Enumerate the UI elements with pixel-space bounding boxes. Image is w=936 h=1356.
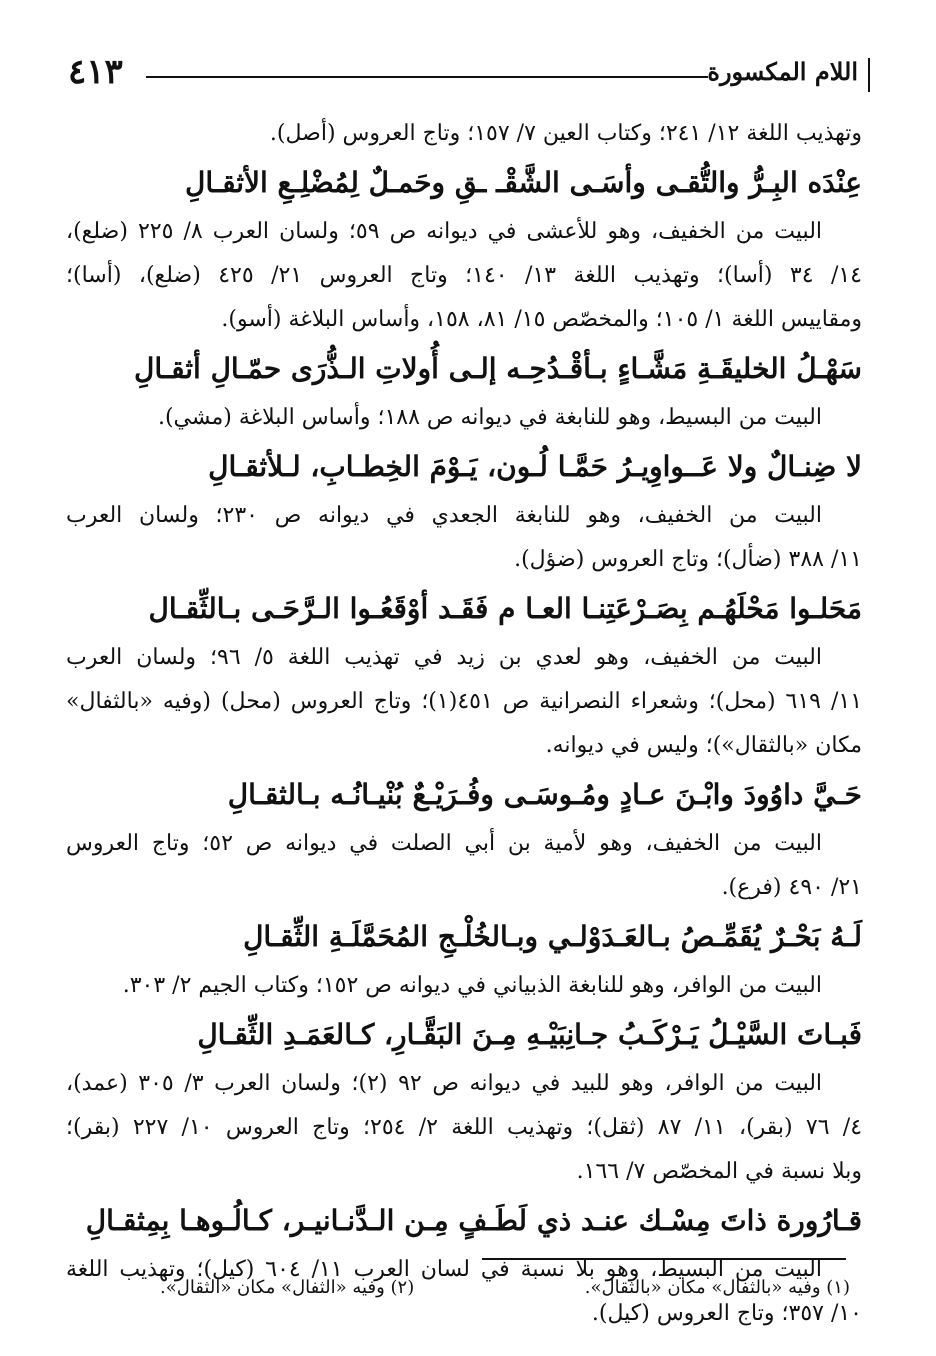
running-title: اللام المكسورة <box>707 57 858 86</box>
text-line: ٤/ ٧٦ (بقر)، ١١/ ٨٧ (ثقل)؛ وتهذيب اللغة ٢/ ٢٥٤؛ وتاج العروس ١٠/ ٢٢٧ (بقر)؛ <box>66 1115 863 1140</box>
verse-line: لا ضِنـالٌ ولا عَــواوِيـرُ حَمَّـا لُـون، يَـوْمَ الخِطـابِ، لـلأثقـالِ <box>208 450 862 483</box>
footnote-rule <box>482 1258 846 1260</box>
verse <box>66 1194 862 1248</box>
footnote: (١) وفيه «بالثفال» مكان «بالثقال». <box>584 1277 850 1298</box>
header-side-bar <box>868 58 870 92</box>
text-line: ١٤/ ٣٤ (أسا)؛ وتهذيب اللغة ١٣/ ١٤٠؛ وتاج العروس ٢١/ ٤٢٥ (ضلع)، (أسا)؛ <box>66 263 862 288</box>
verse <box>66 156 862 210</box>
text-line: ١١/ ٦١٩ (محل)؛ وشعراء النصرانية ص ٤٥١(١)؛ وتاج العروس (محل) (وفيه «بالثفال» <box>66 689 863 714</box>
verse <box>66 440 862 494</box>
footnote: (٢) وفيه «الثفال» مكان «الثقال». <box>160 1277 415 1298</box>
verse-line: عِنْدَه البِـرُّ والتُّقـى وأسَـى الشَّقْـ ـقِ وحَمـلٌ لِمُضْلِـعِ الأثقـالِ <box>184 166 862 199</box>
verse <box>66 1008 862 1062</box>
text-block <box>66 964 862 1008</box>
verse-line: قـارُورة ذاتَ مِسْـك عنـد ذي لَطَـفٍ مِـن الـدَّنـانيـر، كـالُـوهـا بِمِثقـالِ <box>85 1204 862 1237</box>
text-line: البيت من الخفيف، وهو لعدي بن زيد في تهذيب اللغة ٥/ ٩٦؛ ولسان العرب <box>66 645 823 670</box>
text-line: ١١/ ٣٨٨ (ضأل)؛ وتاج العروس (ضؤل). <box>514 547 862 572</box>
text-block <box>66 396 862 440</box>
text-line: البيت من البسيط، وهو بلا نسبة في لسان العرب ١١/ ٦٠٤ (كيل)؛ وتهذيب اللغة <box>66 1257 822 1282</box>
footnotes <box>160 1274 850 1302</box>
verse <box>66 342 862 396</box>
text-block <box>66 210 862 342</box>
text-block <box>66 822 862 910</box>
verse-line: لَـهُ بَحْـرٌ يُقَمِّـصُ بـالعَـدَوْلـي وبـالخُلْـجِ المُحَمَّلَـةِ الثِّقـالِ <box>243 920 862 953</box>
verse-line: سَهْـلُ الخليقَـةِ مَشَّـاءٍ بـأقْـدُحِـه إلـى أُولاتِ الـذُّرَى حمّـالِ أثقـالِ <box>134 352 862 385</box>
text-line: البيت من الوافر، وهو للنابغة الذبياني في ديوانه ص ١٥٢؛ وكتاب الجيم ٢/ ٣٠٣. <box>122 973 822 998</box>
verse-line: حَـيَّ داوُودَ وابْـنَ عـادٍ ومُـوسَـى وفُـرَيْـعٌ بُنْيـانُـه بـالثقـالِ <box>227 778 862 811</box>
verse-line: مَحَلـوا مَحْلَهُـم بِصَـرْعَتِنـا العـا م فَقَـد أوْقَعُـوا الـرَّحَـى بـالثِّقـال <box>148 592 862 625</box>
text-line: مكان «بالثقال»)؛ وليس في ديوانه. <box>545 733 862 758</box>
text-line: وبلا نسبة في المخصّص ٧/ ١٦٦. <box>576 1159 862 1184</box>
header-rule <box>146 76 708 78</box>
verse <box>66 768 862 822</box>
text-block <box>66 112 862 156</box>
page-header <box>68 52 858 92</box>
text-line: ومقاييس اللغة ١/ ١٠٥؛ والمخصّص ١٥/ ٨١، ١٥٨، وأساس البلاغة (أسو). <box>221 307 862 332</box>
text-line: وتهذيب اللغة ١٢/ ٢٤١؛ وكتاب العين ٧/ ١٥٧؛ وتاج العروس (أصل). <box>269 121 862 146</box>
page-number: ٤١٣ <box>68 52 123 92</box>
verse <box>66 582 862 636</box>
text-line: البيت من الوافر، وهو للبيد في ديوانه ص ٩٢ (٢)؛ ولسان العرب ٣/ ٣٠٥ (عمد)، <box>66 1071 823 1096</box>
text-line: البيت من الخفيف، وهو لأمية بن أبي الصلت في ديوانه ص ٥٢؛ وتاج العروس <box>66 831 822 856</box>
text-block <box>66 1062 862 1194</box>
text-line: ١٠/ ٣٥٧؛ وتاج العروس (كيل). <box>591 1301 862 1326</box>
text-line: البيت من الخفيف، وهو للنابغة الجعدي في ديوانه ص ٢٣٠؛ ولسان العرب <box>66 503 822 528</box>
verse-line: فَبـاتَ السَّيْـلُ يَـرْكَـبُ جـانِبَيْـهِ مِـنَ البَقَّـارِ، كـالعَمَـدِ الثِّقـالِ <box>197 1018 862 1051</box>
page-body <box>66 112 862 1336</box>
text-block <box>66 494 862 582</box>
text-line: ٢١/ ٤٩٠ (فرع). <box>721 875 862 900</box>
text-block <box>66 636 862 768</box>
text-line: البيت من البسيط، وهو للنابغة في ديوانه ص ١٨٨؛ وأساس البلاغة (مشي). <box>157 405 822 430</box>
verse <box>66 910 862 964</box>
text-line: البيت من الخفيف، وهو للأعشى في ديوانه ص ٥٩؛ ولسان العرب ٨/ ٢٢٥ (ضلع)، <box>66 219 823 244</box>
